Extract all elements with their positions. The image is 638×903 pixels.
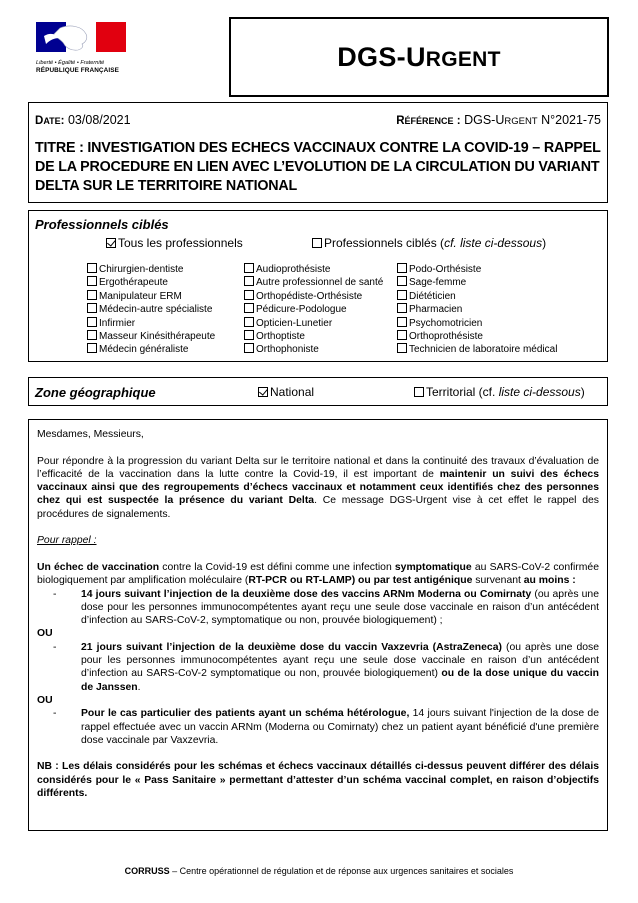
option-targeted-professionals[interactable]: Professionnels ciblés (cf. liste ci-dessous) [312, 236, 546, 250]
greeting: Mesdames, Messieurs, [37, 429, 144, 440]
professions-column-1 [87, 263, 215, 357]
profession-label: Psychomotricien [409, 317, 483, 329]
profession-option[interactable] [87, 317, 215, 330]
profession-option[interactable] [397, 330, 557, 343]
checkbox-icon[interactable] [397, 263, 407, 273]
date-value: 03/08/2021 [67, 113, 131, 127]
profession-option[interactable] [397, 343, 557, 356]
profession-option[interactable] [87, 330, 215, 343]
profession-label: Audioprothésiste [256, 264, 331, 275]
profession-label: Médecin généraliste [99, 344, 189, 356]
checkbox-icon[interactable] [397, 343, 407, 353]
profession-option[interactable] [244, 303, 383, 316]
document-title: TITRE : INVESTIGATION DES ECHECS VACCINAUX CONTRE LA COVID-19 – RAPPEL DE LA PROCEDURE EN LIEN AVEC L’EVOLUTION DE LA CIRCULATION DU VARIANT DELTA SUR LE TERRITOIRE NATIONAL [35, 140, 601, 194]
profession-option[interactable] [87, 343, 215, 356]
profession-label: Chirurgien-dentiste [99, 264, 184, 275]
professions-column-2 [244, 263, 383, 357]
profession-label: Opticien-Lunetier [256, 317, 333, 329]
republique-francaise-logo [30, 20, 130, 82]
option-all-professionals[interactable]: Tous les professionnels [106, 236, 243, 250]
profession-option[interactable] [87, 276, 215, 289]
header-title: DGS-URGENT [337, 41, 501, 72]
profession-option[interactable] [397, 263, 557, 276]
paragraph-intro: Pour répondre à la progression du variant Delta sur le territoire national et dans la continuité des travaux d’évaluation de l’efficacité de la vaccination dans la lutte contre la Covid-19, il est important de maintenir un suivi des échecs vaccinaux ainsi que des regroupements d’échecs vaccinaux et notamment ceux identifiés chez des personnes chez qui est suspectée la présence du variant Delta. Ce message DGS-Urgent vise à cet effet le rappel des procédures de signalements. [37, 455, 599, 520]
message-text [37, 428, 599, 814]
profession-option[interactable] [244, 276, 383, 289]
option-territorial[interactable]: Territorial (cf. liste ci-dessous) [414, 385, 585, 399]
profession-label: Pharmacien [409, 304, 463, 316]
checkbox-icon[interactable] [397, 276, 407, 286]
profession-option[interactable] [244, 343, 383, 356]
profession-option[interactable] [244, 263, 383, 276]
checkbox-icon[interactable] [397, 290, 407, 300]
footer-text: – Centre opérationnel de régulation et de réponse aux urgences sanitaires et sociales [169, 866, 514, 876]
profession-label: Technicien de laboratoire médical [409, 344, 558, 356]
profession-label: Médecin-autre spécialiste [99, 304, 213, 316]
or-separator: OU [37, 694, 53, 706]
profession-option[interactable] [244, 317, 383, 330]
list-item: - 14 jours suivant l’injection de la deuxième dose des vaccins ARNm Moderna ou Comirnaty (ou après une dose pour les personnes immunocompétentes ayant reçu une seule dose vaccinale en raison d’un antécédent d’infection au SARS-CoV-2, symptomatique ou non, prouvée biologiquement) ; [53, 588, 599, 627]
professionals-section [28, 210, 608, 362]
checkbox-icon[interactable] [87, 276, 97, 286]
profession-label: Diététicien [409, 290, 456, 302]
profession-option[interactable] [397, 303, 557, 316]
profession-option[interactable] [87, 290, 215, 303]
reference-value: DGS-URGENT N°2021-75 [464, 113, 601, 127]
profession-label: Orthoptiste [256, 331, 305, 343]
profession-option[interactable] [87, 263, 215, 276]
footer-org: CORRUSS [124, 866, 170, 876]
marianne-flag-icon [30, 20, 130, 52]
logo-motto: Liberté • Égalité • Fraternité [36, 60, 105, 66]
checkbox-icon[interactable] [397, 330, 407, 340]
profession-option[interactable] [87, 303, 215, 316]
checkbox-icon[interactable] [397, 317, 407, 327]
checkbox-icon[interactable] [87, 343, 97, 353]
profession-label: Orthoprothésiste [409, 331, 483, 343]
checkbox-icon[interactable] [244, 290, 254, 300]
checkbox-icon[interactable] [244, 317, 254, 327]
checkbox-icon[interactable] [244, 330, 254, 340]
profession-option[interactable] [397, 290, 557, 303]
profession-label: Manipulateur ERM [99, 290, 182, 302]
checkbox-icon[interactable] [87, 303, 97, 313]
profession-label: Ergothérapeute [99, 277, 168, 289]
profession-option[interactable] [244, 330, 383, 343]
professions-column-3 [397, 263, 557, 357]
dgs-urgent-header [229, 17, 609, 97]
option-national[interactable]: National [258, 385, 314, 399]
info-section [28, 102, 608, 203]
logo-country: RÉPUBLIQUE FRANÇAISE [36, 67, 119, 74]
checkbox-icon[interactable] [414, 387, 424, 397]
profession-label: Autre professionnel de santé [256, 277, 384, 289]
footer [0, 866, 638, 876]
or-separator: OU [37, 628, 53, 640]
checkbox-icon[interactable] [397, 303, 407, 313]
rappel-heading: Pour rappel : [37, 535, 97, 547]
checkbox-icon[interactable] [87, 330, 97, 340]
list-item: - 21 jours suivant l’injection de la deuxième dose du vaccin Vaxzevria (AstraZeneca) (ou après une dose pour les personnes immunocompétentes ayant reçu une seule dose vaccinale en raison d’un antécédent d’infection au SARS-CoV-2 symptomatique ou non, prouvée biologiquement) ou de la dose unique du vaccin de Janssen. [53, 641, 599, 693]
checked-box-icon[interactable] [258, 387, 268, 397]
profession-label: Sage-femme [409, 277, 467, 289]
checkbox-icon[interactable] [244, 276, 254, 286]
checkbox-icon[interactable] [244, 303, 254, 313]
profession-label: Infirmier [99, 317, 136, 329]
definition-paragraph: Un échec de vaccination contre la Covid-19 est défini comme une infection symptomatique au SARS-CoV-2 confirmée biologiquement par amplification moléculaire (RT-PCR ou RT-LAMP) ou par test antigénique survenant au moins : [37, 561, 599, 587]
profession-label: Podo-Orthésiste [409, 264, 482, 275]
profession-label: Masseur Kinésithérapeute [99, 331, 216, 343]
profession-option[interactable] [244, 290, 383, 303]
professionals-heading: Professionnels ciblés [35, 217, 169, 232]
zone-section [28, 377, 608, 406]
list-item: - Pour le cas particulier des patients ayant un schéma hétérologue, 14 jours suivant l'injection de la dose de rappel effectuée avec un vaccin ARNm (Moderna ou Comirnaty) chez un patient ayant bénéficié d'une première dose vaccinale par Vaxzevria. [53, 708, 599, 746]
zone-heading: Zone géographique [35, 385, 156, 400]
checkbox-icon[interactable] [87, 290, 97, 300]
profession-option[interactable] [397, 276, 557, 289]
checkbox-icon[interactable] [312, 238, 322, 248]
profession-label: Pédicure-Podologue [256, 304, 347, 316]
checkbox-icon[interactable] [244, 343, 254, 353]
checkbox-icon[interactable] [244, 263, 254, 273]
message-body [28, 419, 608, 831]
profession-option[interactable] [397, 317, 557, 330]
checked-box-icon[interactable] [106, 238, 116, 248]
checkbox-icon[interactable] [87, 263, 97, 273]
profession-label: Orthophoniste [256, 344, 319, 356]
profession-label: Orthopédiste-Orthésiste [256, 290, 363, 302]
reference-line: RÉFÉRENCE : DGS-URGENT N°2021-75 [396, 113, 601, 127]
date-line: DATE: 03/08/2021 [35, 113, 131, 127]
nota-bene: NB : Les délais considérés pour les schémas et échecs vaccinaux détaillés ci-dessus peuvent différer des délais considérés pour le « Pass Sanitaire » permettant d’attester d’un schéma vaccinal complet, en raison d’objectifs différents. [37, 761, 599, 800]
checkbox-icon[interactable] [87, 317, 97, 327]
